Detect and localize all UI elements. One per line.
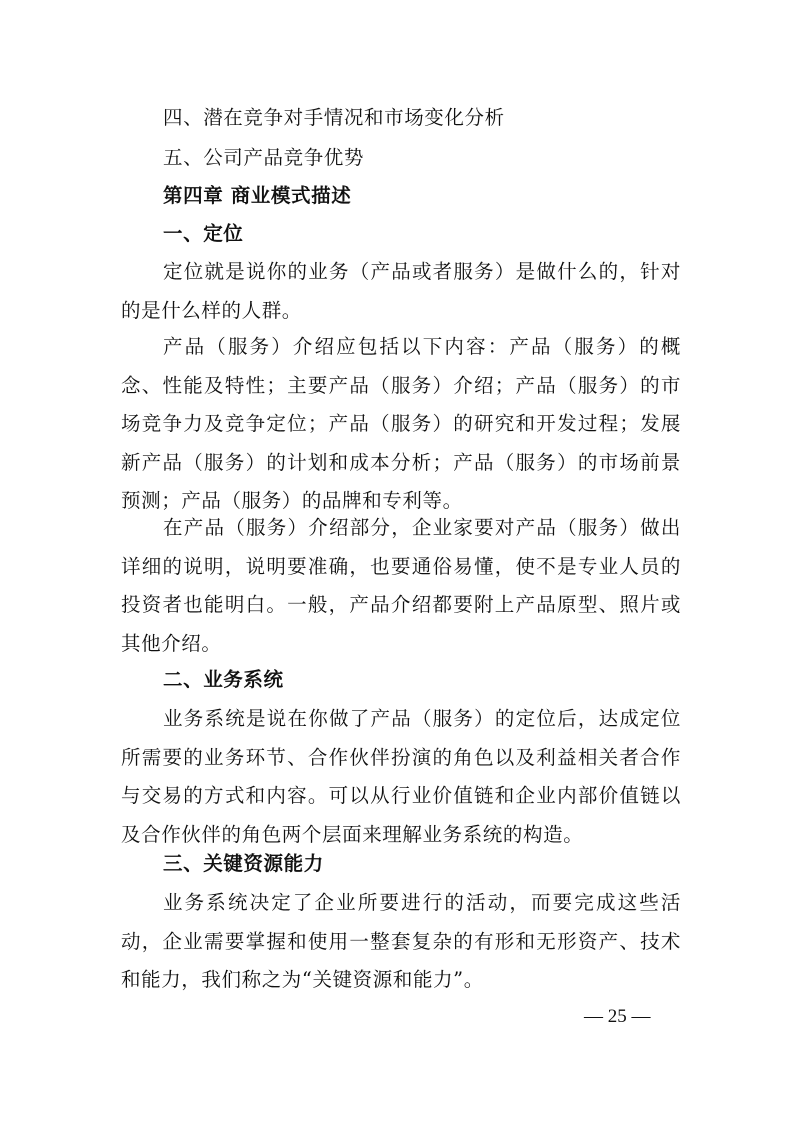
chapter-title: 第四章 商业模式描述 [163,184,352,207]
page-number: — 25 — [584,1006,651,1027]
section-heading-positioning: 一、定位 [163,222,244,245]
section-heading-key-resources: 三、关键资源能力 [163,852,324,875]
paragraph-product-intro-contents: 产品（服务）介绍应包括以下内容：产品（服务）的概念、性能及特性；主要产品（服务）介绍；产品（服务）的市场竞争力及竞争定位；产品（服务）的研究和开发过程；发展新产品（服务）的计划和成本分析；产品（服务）的市场前景预测；产品（服务）的品牌和专利等。 [121,335,681,512]
paragraph-product-intro-guidance: 在产品（服务）介绍部分，企业家要对产品（服务）做出详细的说明，说明要准确，也要通俗易懂，使不是专业人员的投资者也能明白。一般，产品介绍都要附上产品原型、照片或其他介绍。 [121,516,681,655]
paragraph-key-resources: 业务系统决定了企业所要进行的活动，而要完成这些活动，企业需要掌握和使用一整套复杂的有形和无形资产、技术和能力，我们称之为“关键资源和能力”。 [121,891,681,991]
paragraph-business-system: 业务系统是说在你做了产品（服务）的定位后，达成定位所需要的业务环节、合作伙伴扮演的角色以及利益相关者合作与交易的方式和内容。可以从行业价值链和企业内部价值链以及合作伙伴的角色两个层面来理解业务系统的构造。 [121,707,681,846]
section-heading-business-system: 二、业务系统 [163,668,284,691]
paragraph-positioning-definition: 定位就是说你的业务（产品或者服务）是做什么的，针对的是什么样的人群。 [121,260,681,322]
outline-item-advantages: 五、公司产品竞争优势 [163,146,365,169]
outline-item-competitors: 四、潜在竞争对手情况和市场变化分析 [163,106,505,129]
